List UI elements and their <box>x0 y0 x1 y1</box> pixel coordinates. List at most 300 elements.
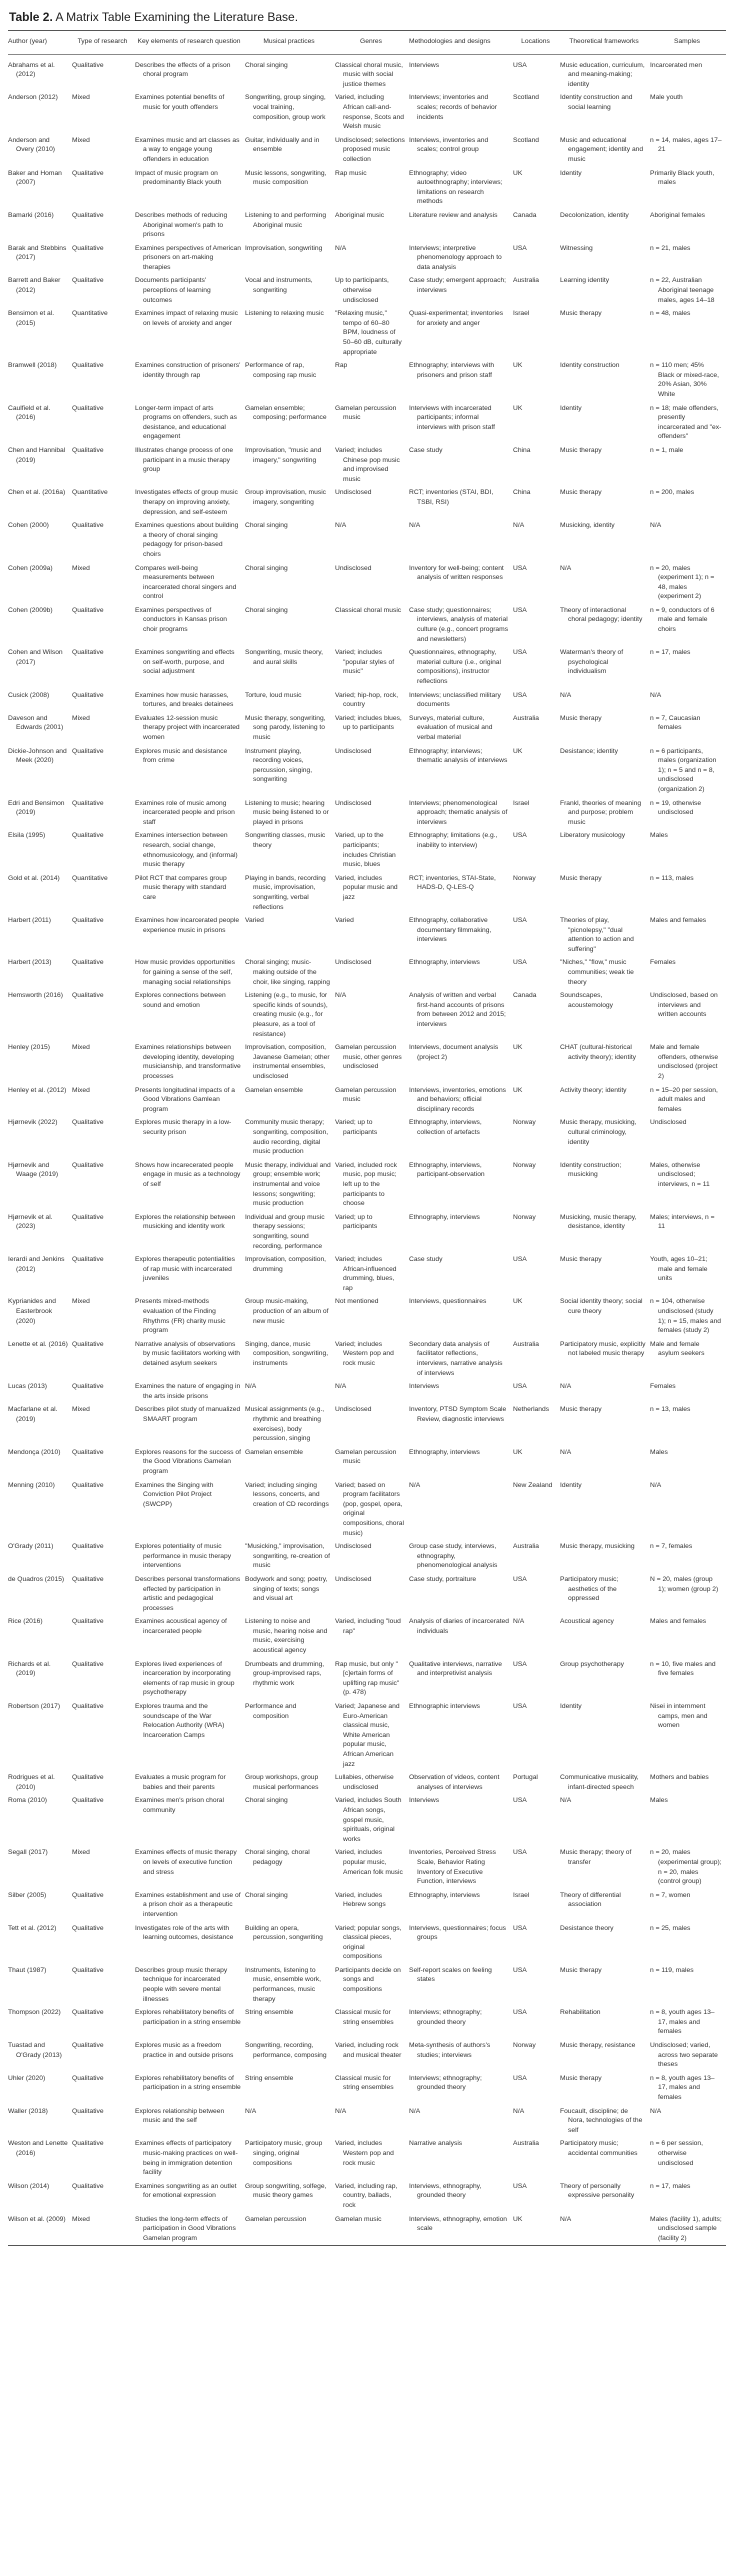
cell-methodologies: Interviews, document analysis (project 2) <box>409 1044 499 1061</box>
cell-key-elements: Examines music and art classes as a way to engage young offenders in education <box>135 136 240 163</box>
table-caption <box>9 10 726 24</box>
cell-type-of-research: Qualitative <box>72 747 104 755</box>
column-header-key-elements: Key elements of research question <box>137 38 241 45</box>
cell-theoretical-frameworks: Identity <box>560 169 582 177</box>
cell-methodologies: Analysis of written and verbal first-hand accounts of prisons from between 2012 and 2015; interviews <box>409 992 506 1029</box>
table-row <box>8 167 726 209</box>
cell-key-elements: Examines establishment and use of a prison choir as a therapeutic intervention <box>135 1891 241 1918</box>
table-row <box>8 646 726 688</box>
table-row <box>8 1658 726 1700</box>
cell-type-of-research: Mixed <box>72 1406 90 1414</box>
cell-locations: USA <box>513 917 527 925</box>
cell-musical-practices: Music lessons, songwriting, music composition <box>245 169 327 187</box>
cell-locations: UK <box>513 1448 523 1456</box>
cell-locations: USA <box>513 2074 527 2082</box>
cell-type-of-research: Mixed <box>72 136 90 144</box>
table-row <box>8 359 726 401</box>
cell-locations: New Zealand <box>513 1481 553 1489</box>
column-header-type-of-research: Type of research <box>77 38 128 45</box>
cell-type-of-research: Mixed <box>72 2215 90 2223</box>
cell-genres: Gamelan percussion music <box>335 1448 397 1466</box>
cell-methodologies: Ethnography, collaborative documentary filmmaking, interviews <box>409 917 492 944</box>
cell-musical-practices: Gamelan ensemble <box>245 1086 303 1094</box>
cell-musical-practices: Performance and composition <box>245 1703 297 1720</box>
cell-musical-practices: Group improvisation, music imagery, songwriting <box>245 489 327 506</box>
cell-samples: n = 18; male offenders, presently incarcerated and "ex-offenders" <box>650 404 722 441</box>
cell-genres: Rap music, but only "[c]ertain forms of uplifting rap music" (p. 478) <box>335 1660 400 1697</box>
cell-musical-practices: Instrument playing, recording voices, percussion, singing, songwriting <box>245 747 313 784</box>
cell-methodologies: Qualitative interviews, narrative and interpretivist analysis <box>409 1660 502 1678</box>
cell-key-elements: Examines acoustical agency of incarcerated people <box>135 1618 227 1635</box>
cell-genres: Gamelan percussion music, other genres undisclosed <box>335 1044 402 1071</box>
cell-author-year: Hjørnevik (2022) <box>8 1119 58 1127</box>
cell-theoretical-frameworks: Activity theory; identity <box>560 1086 627 1094</box>
cell-locations: USA <box>513 606 527 614</box>
table-row <box>8 1295 726 1337</box>
cell-key-elements: Examines how incarcerated people experience music in prisons <box>135 917 240 934</box>
cell-genres: Varied; includes "popular styles of music" <box>335 649 395 676</box>
cell-samples: n = 8, youth ages 13–17, males and females <box>650 2074 715 2101</box>
cell-samples: n = 110 men; 45% Black or mixed-race, 20% Asian, 30% White <box>650 362 719 398</box>
table-row <box>8 2180 726 2213</box>
cell-type-of-research: Qualitative <box>72 2140 104 2148</box>
cell-author-year: Daveson and Edwards (2001) <box>8 714 64 732</box>
cell-theoretical-frameworks: N/A <box>560 691 572 699</box>
cell-author-year: Lucas (2013) <box>8 1383 48 1391</box>
cell-samples: N = 20, males (group 1); women (group 2) <box>650 1575 719 1593</box>
cell-samples: Aboriginal females <box>650 211 706 219</box>
cell-musical-practices: Improvisation, "music and imagery," songwriting <box>245 446 322 464</box>
cell-key-elements: Illustrates change process of one participant in a music therapy group <box>135 446 234 474</box>
cell-musical-practices: Group music-making, production of an album of new music <box>245 1298 329 1325</box>
cell-author-year: Abrahams et al. (2012) <box>8 54 72 91</box>
cell-musical-practices: Musical assignments (e.g., rhythmic and breathing exercises), body percussion, singing <box>245 1406 325 1443</box>
cell-author-year: Chen et al. (2016a) <box>8 489 66 497</box>
cell-locations: USA <box>513 1797 527 1805</box>
cell-type-of-research: Qualitative <box>72 1256 104 1264</box>
cell-author-year: Bensimon et al. (2015) <box>8 310 55 327</box>
cell-genres: Rap <box>335 362 348 370</box>
cell-methodologies: Questionnaires, ethnography, material culture (i.e., original compositions), instructor reflections <box>409 649 501 686</box>
cell-musical-practices: Guitar, individually and in ensemble <box>245 136 320 154</box>
cell-methodologies: Interviews <box>409 1797 440 1805</box>
cell-author-year: Harbert (2013) <box>8 959 52 967</box>
cell-author-year: Roma (2010) <box>8 1797 48 1805</box>
cell-musical-practices: Songwriting, group singing, vocal training, composition, group work <box>245 94 326 121</box>
table-row <box>8 209 726 242</box>
cell-theoretical-frameworks: Identity construction; musicking <box>560 1161 622 1179</box>
table-row <box>8 307 726 359</box>
cell-type-of-research: Qualitative <box>72 1383 104 1391</box>
cell-samples: n = 104, otherwise undisclosed (study 1); n = 15, males and females (study 2) <box>650 1298 722 1335</box>
table-header <box>8 31 726 55</box>
cell-author-year: Rice (2016) <box>8 1618 43 1626</box>
table-row <box>8 1540 726 1573</box>
cell-samples: N/A <box>650 1481 662 1489</box>
cell-genres: Varied, including African call-and-response, Scots and Welsh music <box>335 94 404 131</box>
cell-theoretical-frameworks: N/A <box>560 1797 572 1805</box>
cell-genres: Classical music for string ensembles <box>335 2074 394 2092</box>
cell-musical-practices: Instruments, listening to music, ensemble work, performances, music therapy <box>245 1966 322 2003</box>
cell-methodologies: Interviews <box>409 54 513 91</box>
cell-musical-practices: String ensemble <box>245 2074 294 2082</box>
cell-type-of-research: Quantitative <box>72 489 108 497</box>
cell-type-of-research: Qualitative <box>72 1703 104 1711</box>
cell-genres: N/A <box>335 1383 347 1391</box>
table-row <box>8 1403 726 1445</box>
cell-methodologies: Case study, portraiture <box>409 1575 477 1583</box>
table-row <box>8 956 726 989</box>
cell-locations: USA <box>513 1256 527 1264</box>
cell-methodologies: Interviews; ethnography; grounded theory <box>409 2074 482 2092</box>
table-row <box>8 2039 726 2072</box>
cell-key-elements: Explores connections between sound and emotion <box>135 992 226 1009</box>
table-row <box>8 1889 726 1922</box>
cell-type-of-research: Qualitative <box>72 1213 104 1221</box>
table-row <box>8 54 726 91</box>
cell-musical-practices: String ensemble <box>245 2009 294 2017</box>
cell-samples: n = 10, five males and five females <box>650 1660 716 1678</box>
cell-methodologies: Ethnography, interviews <box>409 1891 480 1899</box>
table-row <box>8 1479 726 1541</box>
cell-key-elements: Narrative analysis of observations by music facilitators working with detained asylum seekers <box>135 1340 240 1368</box>
cell-samples: Primarily Black youth, males <box>650 169 715 187</box>
cell-theoretical-frameworks: Musicking, music therapy, desistance, identity <box>560 1213 637 1231</box>
cell-musical-practices: Choral singing <box>245 564 288 572</box>
cell-locations: USA <box>513 649 527 657</box>
cell-author-year: Bamarki (2016) <box>8 211 54 219</box>
cell-musical-practices: Songwriting, music theory, and aural skills <box>245 649 323 666</box>
cell-methodologies: Inventories, Perceived Stress Scale, Behavior Rating Inventory of Executive Function, interviews <box>409 1849 496 1886</box>
cell-musical-practices: Individual and group music therapy sessions; songwriting, sound recording, performance <box>245 1213 325 1250</box>
cell-samples: n = 20, males (experiment 1); n = 48, males (experiment 2) <box>650 564 715 601</box>
cell-theoretical-frameworks: N/A <box>560 564 572 572</box>
cell-methodologies: Quasi-experimental; inventories for anxiety and anger <box>409 310 504 327</box>
cell-samples: N/A <box>650 522 662 530</box>
cell-genres: Varied, includes popular music and jazz <box>335 874 398 901</box>
cell-key-elements: Describes the effects of a prison choral program <box>135 54 245 91</box>
table-row <box>8 712 726 745</box>
cell-musical-practices: Choral singing <box>245 1891 288 1899</box>
cell-theoretical-frameworks: Music therapy <box>560 446 602 454</box>
cell-key-elements: Examines the Singing with Conviction Pilot Project (SWCPP) <box>135 1481 214 1508</box>
cell-type-of-research: Qualitative <box>72 1797 104 1805</box>
cell-type-of-research: Qualitative <box>72 1774 104 1782</box>
cell-genres: Undisclosed <box>335 799 372 807</box>
cell-genres: "Relaxing music," tempo of 60–80 BPM, loudness of 50–60 dB, culturally appropriate <box>335 310 402 356</box>
cell-theoretical-frameworks: "Niches," "flow," music communities; weak tie theory <box>560 959 634 986</box>
cell-genres: N/A <box>335 522 347 530</box>
cell-musical-practices: "Musicking," improvisation, songwriting, re-creation of music <box>245 1543 330 1570</box>
column-header-theoretical-frameworks: Theoretical frameworks <box>569 38 639 45</box>
cell-theoretical-frameworks: N/A <box>560 2215 572 2223</box>
table-row <box>8 1922 726 1964</box>
table-body <box>8 54 726 2246</box>
cell-locations: USA <box>513 959 527 967</box>
cell-key-elements: Investigates effects of group music therapy on improving anxiety, depression, and self-esteem <box>135 489 238 516</box>
cell-methodologies: Ethnography, interviews <box>409 1213 480 1221</box>
cell-locations: Norway <box>513 1161 536 1169</box>
cell-key-elements: Examines the nature of engaging in the arts inside prisons <box>135 1383 241 1400</box>
cell-genres: Classical choral music <box>335 606 402 614</box>
cell-key-elements: Shows how incarecerated people engage in music as a technology of self <box>135 1161 241 1188</box>
cell-key-elements: Explores rehabilitatory benefits of participation in a string ensemble <box>135 2009 241 2026</box>
cell-methodologies: Interviews; phenomenological approach; thematic analysis of interviews <box>409 799 508 826</box>
cell-type-of-research: Mixed <box>72 564 90 572</box>
cell-methodologies: Secondary data analysis of facilitator reflections, interviews, narrative analysis of interviews <box>409 1340 503 1377</box>
cell-samples: Males and females <box>650 917 707 925</box>
table-row <box>8 134 726 167</box>
table-row <box>8 1446 726 1479</box>
cell-genres: Undisclosed <box>335 564 372 572</box>
cell-locations: Norway <box>513 2042 536 2050</box>
cell-author-year: de Quadros (2015) <box>8 1575 65 1583</box>
table-label: Table 2. <box>9 10 53 24</box>
cell-author-year: Cusick (2008) <box>8 691 50 699</box>
cell-theoretical-frameworks: Foucault, discipline; de Nora, technologies of the self <box>560 2107 643 2134</box>
cell-genres: Gamelan percussion music <box>335 404 397 422</box>
cell-samples: n = 21, males <box>650 244 691 252</box>
cell-genres: N/A <box>335 2107 347 2115</box>
cell-author-year: Harbert (2011) <box>8 917 51 925</box>
cell-methodologies: Ethnography; video autoethnography; interviews; limitations on research methods <box>409 169 503 206</box>
cell-methodologies: Ethnography; interviews; thematic analysis of interviews <box>409 747 508 765</box>
cell-type-of-research: Qualitative <box>72 992 104 1000</box>
cell-locations: USA <box>513 244 527 252</box>
cell-type-of-research: Mixed <box>72 1086 90 1094</box>
table-row <box>8 402 726 444</box>
cell-author-year: Weston and Lenette (2016) <box>8 2140 68 2157</box>
cell-locations: USA <box>513 1966 527 1974</box>
table-row <box>8 1846 726 1888</box>
cell-locations: USA <box>513 1660 527 1668</box>
cell-theoretical-frameworks: Acoustical agency <box>560 1618 614 1626</box>
cell-locations: Portugal <box>513 1774 538 1782</box>
literature-matrix-table <box>8 30 726 2252</box>
cell-type-of-research: Qualitative <box>72 1543 104 1551</box>
cell-methodologies: Ethnography, interviews, collection of artefacts <box>409 1119 482 1136</box>
column-header-locations: Locations <box>521 38 550 45</box>
cell-author-year: Uhler (2020) <box>8 2074 46 2082</box>
cell-genres: Varied, includes popular music, American folk music <box>335 1849 403 1876</box>
cell-methodologies: Interviews; inventories and scales; records of behavior incidents <box>409 94 497 121</box>
cell-theoretical-frameworks: Identity construction and social learning <box>560 94 633 111</box>
table-row <box>8 2137 726 2179</box>
cell-key-elements: How music provides opportunities for gaining a sense of the self, managing social relationships <box>135 959 235 986</box>
cell-theoretical-frameworks: Music therapy <box>560 1966 602 1974</box>
cell-samples: n = 20, males (experimental group); n = 20, males (control group) <box>650 1849 722 1886</box>
cell-locations: UK <box>513 169 523 177</box>
cell-locations: USA <box>513 1849 527 1857</box>
cell-samples: Females <box>650 1383 676 1391</box>
table-row <box>8 797 726 830</box>
table-row <box>8 689 726 712</box>
cell-methodologies: Ethnographic interviews <box>409 1703 480 1711</box>
cell-theoretical-frameworks: Music therapy <box>560 874 602 882</box>
cell-locations: USA <box>513 1575 527 1583</box>
cell-author-year: Edri and Bensimon (2019) <box>8 799 65 817</box>
table-row <box>8 1771 726 1794</box>
table-row <box>8 1615 726 1657</box>
cell-type-of-research: Mixed <box>72 714 90 722</box>
cell-type-of-research: Qualitative <box>72 1448 104 1456</box>
cell-type-of-research: Qualitative <box>72 1340 104 1348</box>
cell-author-year: Robertson (2017) <box>8 1703 61 1711</box>
cell-methodologies: N/A <box>409 1481 421 1489</box>
cell-methodologies: Meta-synthesis of authors's studies; interviews <box>409 2042 491 2059</box>
cell-genres: Lullabies, otherwise undisclosed <box>335 1774 394 1791</box>
cell-type-of-research: Qualitative <box>72 832 104 840</box>
cell-theoretical-frameworks: Musicking, identity <box>560 522 615 530</box>
cell-key-elements: Investigates role of the arts with learning outcomes, desistance <box>135 1924 234 1942</box>
table-row <box>8 1116 726 1158</box>
cell-samples: Females <box>650 959 676 967</box>
cell-samples: n = 113, males <box>650 874 694 882</box>
cell-theoretical-frameworks: Music therapy <box>560 310 602 318</box>
cell-methodologies: Case study <box>409 1256 443 1264</box>
table-row <box>8 745 726 797</box>
cell-locations: N/A <box>513 2107 525 2115</box>
cell-theoretical-frameworks: Identity <box>560 1481 582 1489</box>
cell-key-elements: Longer-term impact of arts programs on offenders, such as desistance, and educational engagement <box>135 404 237 441</box>
cell-samples: Undisclosed; varied, across two separate theses <box>650 2042 718 2069</box>
cell-methodologies: Interviews; interpretive phenomenology approach to data analysis <box>409 244 502 271</box>
cell-theoretical-frameworks: Desistance; identity <box>560 747 618 755</box>
table-row <box>8 519 726 561</box>
table-row <box>8 1084 726 1117</box>
cell-author-year: Hjørnevik et al. (2023) <box>8 1213 53 1231</box>
cell-musical-practices: Gamelan percussion <box>245 2215 307 2223</box>
cell-samples: Males and females <box>650 1618 707 1626</box>
cell-type-of-research: Mixed <box>72 1849 90 1857</box>
column-header-samples: Samples <box>673 38 701 45</box>
cell-theoretical-frameworks: Music therapy <box>560 1256 602 1264</box>
cell-methodologies: Ethnography; limitations (e.g., inability to interview) <box>409 832 498 849</box>
cell-locations: Israel <box>513 310 530 318</box>
cell-genres: Varied; includes blues, up to participants <box>335 714 402 732</box>
cell-type-of-research: Qualitative <box>72 1161 104 1169</box>
cell-key-elements: Explores rehabilitatory benefits of participation in a string ensemble <box>135 2074 241 2092</box>
cell-musical-practices: Drumbeats and drumming, group-improvised raps, rhythmic work <box>245 1660 325 1687</box>
cell-samples: n = 48, males <box>650 310 691 318</box>
cell-locations: Netherlands <box>513 1406 550 1414</box>
cell-musical-practices: Choral singing <box>245 606 288 614</box>
cell-locations: UK <box>513 404 523 412</box>
cell-key-elements: Describes group music therapy technique for incarcerated people with severe mental illnesses <box>135 1966 228 2003</box>
table-row <box>8 486 726 519</box>
cell-samples: Undisclosed, based on interviews and written accounts <box>650 992 718 1019</box>
cell-author-year: Hemsworth (2016) <box>8 992 64 1000</box>
table-row <box>8 1794 726 1846</box>
cell-genres: Varied, including rock and musical theater <box>335 2042 402 2059</box>
cell-genres: Varied; popular songs, classical pieces, original compositions <box>335 1924 402 1961</box>
table-bottom-rule <box>8 2246 726 2253</box>
cell-author-year: Gold et al. (2014) <box>8 874 60 882</box>
cell-samples: n = 200, males <box>650 489 695 497</box>
table-row <box>8 242 726 275</box>
cell-musical-practices: Songwriting, recording, performance, composing <box>245 2042 327 2059</box>
cell-locations: USA <box>513 1703 527 1711</box>
cell-type-of-research: Qualitative <box>72 404 104 412</box>
table-row <box>8 1159 726 1211</box>
cell-samples: n = 19, otherwise undisclosed <box>650 799 702 817</box>
cell-musical-practices: Choral singing <box>245 54 335 91</box>
cell-musical-practices: Listening (e.g., to music, for specific kinds of sounds), creating music (e.g., for pleasure, as a tool of resistance) <box>245 992 328 1038</box>
cell-key-elements: Evaluates 12-session music therapy project with incarcerated women <box>135 714 240 741</box>
cell-genres: Classical choral music, music with social justice themes <box>335 54 409 91</box>
cell-type-of-research: Qualitative <box>72 1119 104 1127</box>
cell-author-year: Richards et al. (2019) <box>8 1660 51 1678</box>
cell-methodologies: Group case study, interviews, ethnography, phenomenological analysis <box>409 1543 498 1570</box>
cell-musical-practices: Choral singing <box>245 1797 288 1805</box>
cell-samples: Males, otherwise undisclosed; interviews, n = 11 <box>650 1161 710 1188</box>
cell-locations: USA <box>513 1383 527 1391</box>
cell-genres: Varied, included rock music, pop music; left up to the participants to choose <box>335 1161 397 1208</box>
cell-key-elements: Examines relationships between developing identity, developing musicianship, and transformative processes <box>135 1044 241 1080</box>
cell-author-year: Cohen (2000) <box>8 522 49 530</box>
cell-samples: n = 1, male <box>650 446 684 454</box>
cell-key-elements: Explores reasons for the success of the Good Vibrations Gamelan program <box>135 1448 241 1475</box>
cell-samples: n = 6 per session, otherwise undisclosed <box>650 2140 703 2167</box>
table-row <box>8 2072 726 2105</box>
cell-samples: Male and female offenders, otherwise undisclosed (project 2) <box>650 1044 719 1080</box>
cell-theoretical-frameworks: Waterman's theory of psychological individualism <box>560 649 624 676</box>
cell-genres: Undisclosed <box>335 489 372 497</box>
cell-key-elements: Examines songwriting as an outlet for emotional expression <box>135 2182 237 2200</box>
cell-author-year: Tuastad and O'Grady (2013) <box>8 2042 62 2059</box>
cell-genres: Undisclosed <box>335 747 372 755</box>
cell-theoretical-frameworks: Participatory music, explicitly not labeled music therapy <box>560 1340 646 1358</box>
table-row <box>8 2006 726 2039</box>
cell-musical-practices: Listening to noise and music, hearing noise and music, exercising acoustical agency <box>245 1618 328 1655</box>
cell-theoretical-frameworks: Group psychotherapy <box>560 1660 624 1668</box>
cell-genres: Varied, up to the participants; includes Christian music, blues <box>335 832 396 869</box>
cell-genres: Varied; includes African-influenced drumming, blues, rap <box>335 1256 397 1292</box>
cell-key-elements: Explores therapeutic potentialities of rap music with incarcerated juveniles <box>135 1256 235 1283</box>
cell-locations: USA <box>513 54 560 91</box>
table-row <box>8 1211 726 1253</box>
cell-genres: Undisclosed; selections proposed music collection <box>335 136 405 163</box>
table-row <box>8 1253 726 1295</box>
cell-samples: n = 8, youth ages 13–17, males and females <box>650 2009 715 2036</box>
cell-locations: USA <box>513 2182 527 2190</box>
column-header-methodologies: Methodologies and designs <box>409 38 491 45</box>
cell-author-year: Wilson (2014) <box>8 2182 50 2190</box>
cell-samples: Nisei in internment camps, men and women <box>650 1703 708 1730</box>
cell-author-year: Thompson (2022) <box>8 2009 61 2017</box>
cell-locations: Canada <box>513 992 537 1000</box>
cell-genres: Gamelan percussion music <box>335 1086 397 1104</box>
cell-type-of-research: Qualitative <box>72 1966 104 1974</box>
cell-methodologies: Interviews; ethnography; grounded theory <box>409 2009 482 2026</box>
cell-theoretical-frameworks: Music therapy <box>560 489 602 497</box>
cell-key-elements: Explores music and desistance from crime <box>135 747 228 765</box>
cell-type-of-research: Qualitative <box>72 244 104 252</box>
cell-author-year: Barak and Stebbins (2017) <box>8 244 67 262</box>
cell-locations: China <box>513 489 531 497</box>
cell-locations: N/A <box>513 522 525 530</box>
cell-locations: Australia <box>513 1340 540 1348</box>
cell-type-of-research: Qualitative <box>72 1660 104 1668</box>
cell-methodologies: Interviews, inventories, emotions and behaviors; official disciplinary records <box>409 1086 507 1113</box>
cell-genres: Varied; based on program facilitators (pop, gospel, opera, original compositions, choral music) <box>335 1481 404 1537</box>
cell-genres: Varied, includes South African songs, gospel music, spirituals, original works <box>335 1797 402 1843</box>
cell-locations: N/A <box>513 1618 525 1626</box>
cell-musical-practices: Varied; including singing lessons, concerts, and creation of CD recordings <box>245 1481 329 1508</box>
cell-samples: Males (facility 1), adults; undisclosed sample (facility 2) <box>650 2215 722 2242</box>
cell-theoretical-frameworks: Desistance theory <box>560 1924 614 1932</box>
cell-author-year: Hjørnevik and Waage (2019) <box>8 1161 59 1179</box>
